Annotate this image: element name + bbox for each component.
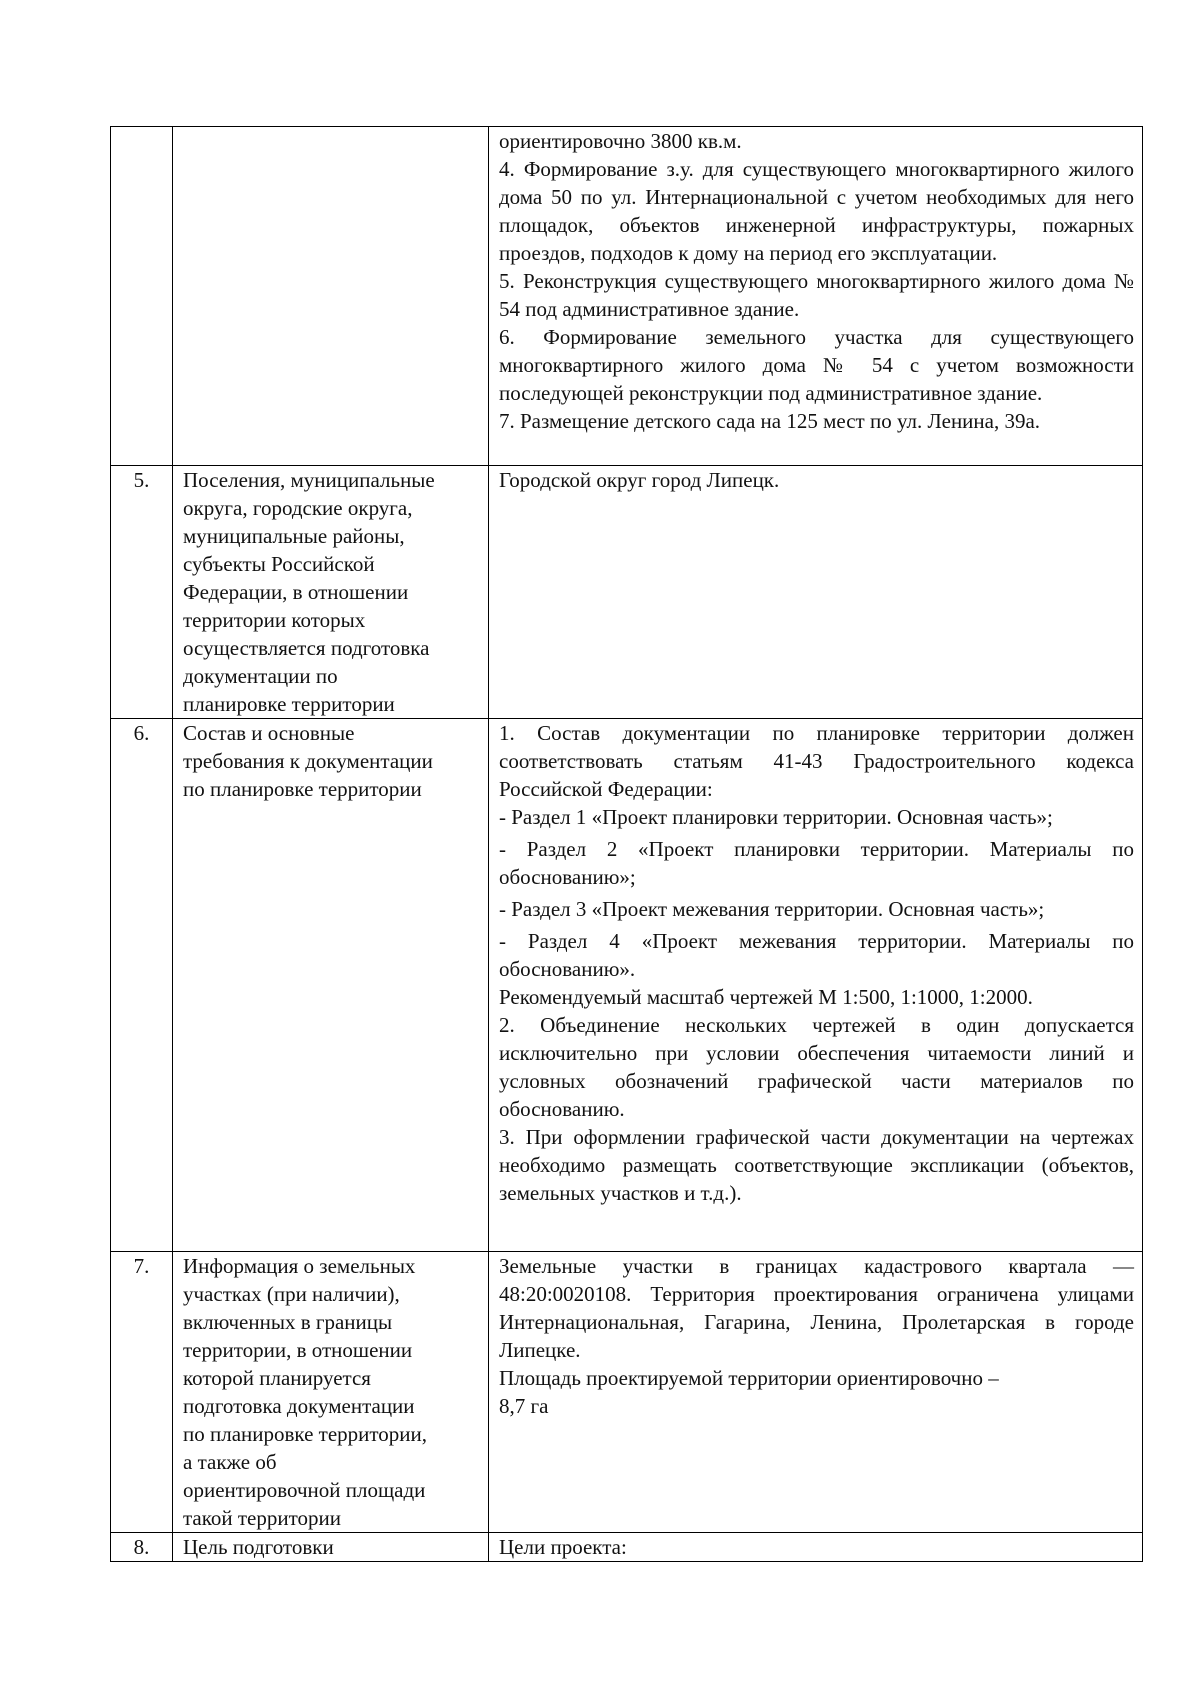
- table-row: [111, 1533, 1143, 1562]
- row-name-line: Состав и основные: [183, 721, 355, 745]
- content-paragraph: 7. Размещение детского сада на 125 мест по ул. Ленина, 39а.: [499, 409, 1041, 433]
- content-paragraph: 8,7 га: [499, 1394, 549, 1418]
- row-content-cell: [489, 1252, 1143, 1533]
- row-name-line: включенных в границы: [183, 1310, 393, 1334]
- content-paragraph: ориентировочно 3800 кв.м.: [499, 129, 742, 153]
- row-name-line: субъекты Российской: [183, 552, 375, 576]
- content-paragraph: - Раздел 2 «Проект планировки территории. Материалы по обоснованию»;: [499, 837, 1134, 889]
- row-name-line: а также об: [183, 1450, 277, 1474]
- row-number: 7.: [111, 1252, 173, 1533]
- table-row: [111, 127, 1143, 466]
- row-name-line: Поселения, муниципальные: [183, 468, 435, 492]
- row-content-cell: [489, 1533, 1143, 1562]
- row-number: 8.: [111, 1533, 173, 1562]
- row-name-line: планировке территории: [183, 692, 395, 716]
- content-paragraph: - Раздел 3 «Проект межевания территории. Основная часть»;: [499, 897, 1045, 921]
- row-name-line: по планировке территории,: [183, 1422, 428, 1446]
- row-name-line: осуществляется подготовка: [183, 636, 430, 660]
- row-content-cell: [489, 127, 1143, 466]
- content-paragraph: 4. Формирование з.у. для существующего многоквартирного жилого дома 50 по ул. Интернациональной с учетом необходимых для него площадок, объектов инженерной инфраструктуры, пожарных проездов, подходов к дому на период его эксплуатации.: [499, 157, 1134, 265]
- content-paragraph: 1. Состав документации по планировке территории должен соответствовать статьям 41-43 Градостроительного кодекса Российской Федерации:: [499, 721, 1134, 801]
- document-table-body: [111, 127, 1143, 1562]
- row-name-cell: [173, 719, 489, 1252]
- row-name-line: такой территории: [183, 1506, 341, 1530]
- row-name-line: документации по: [183, 664, 338, 688]
- row-name-line: требования к документации: [183, 749, 433, 773]
- document-table: [110, 126, 1143, 1562]
- row-name-line: муниципальные районы,: [183, 524, 405, 548]
- row-name-line: подготовка документации: [183, 1394, 415, 1418]
- content-paragraph: 6. Формирование земельного участка для существующего многоквартирного жилого дома № 54 с учетом возможности последующей реконструкции под административное здание.: [499, 325, 1134, 405]
- row-name-line: по планировке территории: [183, 777, 422, 801]
- row-name-line: Федерации, в отношении: [183, 580, 409, 604]
- row-name-line: округа, городские округа,: [183, 496, 413, 520]
- row-name-line: территории, в отношении: [183, 1338, 413, 1362]
- content-paragraph: Городской округ город Липецк.: [499, 468, 780, 492]
- content-paragraph: Площадь проектируемой территории ориентировочно –: [499, 1366, 999, 1390]
- content-paragraph: Рекомендуемый масштаб чертежей М 1:500, 1:1000, 1:2000.: [499, 985, 1033, 1009]
- content-paragraph: 5. Реконструкция существующего многоквартирного жилого дома № 54 под административное здание.: [499, 269, 1134, 321]
- table-row: [111, 1252, 1143, 1533]
- row-name-line: которой планируется: [183, 1366, 371, 1390]
- row-number: 6.: [111, 719, 173, 1252]
- row-number: [111, 127, 173, 466]
- row-name-cell: [173, 466, 489, 719]
- table-row: [111, 719, 1143, 1252]
- row-name-line: Информация о земельных: [183, 1254, 416, 1278]
- row-name-line: территории которых: [183, 608, 366, 632]
- table-row: [111, 466, 1143, 719]
- row-content-cell: [489, 466, 1143, 719]
- content-paragraph: 3. При оформлении графической части документации на чертежах необходимо размещать соответствующие экспликации (объектов, земельных участков и т.д.).: [499, 1125, 1134, 1205]
- content-paragraph: - Раздел 4 «Проект межевания территории. Материалы по обоснованию».: [499, 929, 1134, 981]
- row-name-cell: [173, 127, 489, 466]
- content-paragraph: - Раздел 1 «Проект планировки территории. Основная часть»;: [499, 805, 1053, 829]
- row-name-cell: [173, 1252, 489, 1533]
- row-name-line: ориентировочной площади: [183, 1478, 426, 1502]
- content-paragraph: Цели проекта:: [499, 1535, 627, 1559]
- row-number: 5.: [111, 466, 173, 719]
- content-paragraph: 2. Объединение нескольких чертежей в один допускается исключительно при условии обеспечения читаемости линий и условных обозначений графической части материалов по обоснованию.: [499, 1013, 1134, 1121]
- row-name-line: Цель подготовки: [183, 1535, 334, 1559]
- row-name-line: участках (при наличии),: [183, 1282, 400, 1306]
- row-name-cell: [173, 1533, 489, 1562]
- row-content-cell: [489, 719, 1143, 1252]
- content-paragraph: Земельные участки в границах кадастрового квартала — 48:20:0020108. Территория проектирования ограничена улицами Интернациональная, Гагарина, Ленина, Пролетарская в городе Липецке.: [499, 1254, 1134, 1362]
